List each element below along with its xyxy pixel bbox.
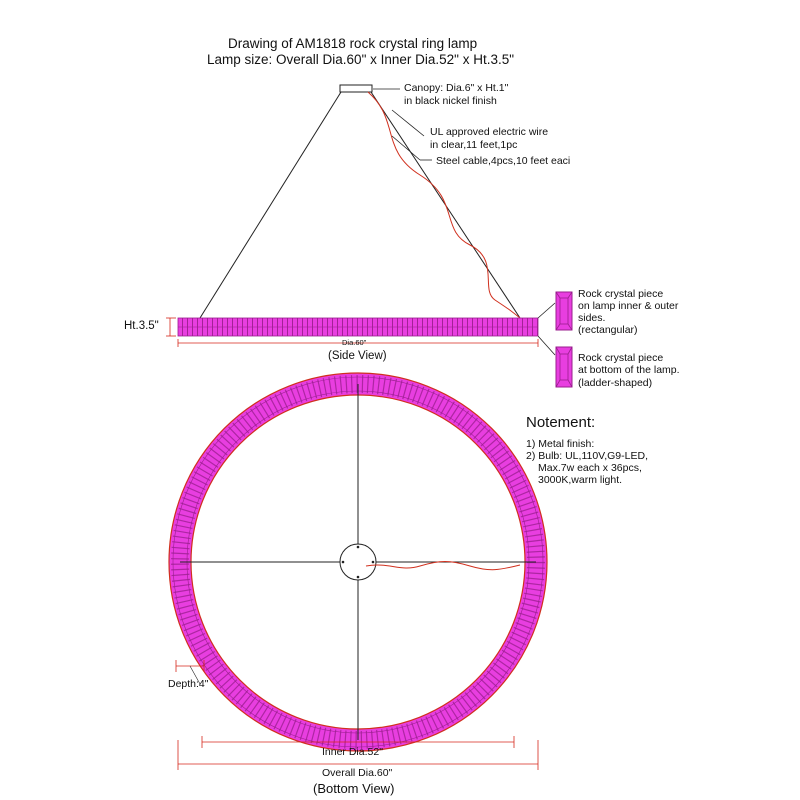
crystal-rect-label-3: sides.: [578, 312, 606, 324]
height-label: Ht.3.5": [124, 320, 159, 332]
side-view-caption: (Side View): [328, 350, 387, 362]
crystal-rect-leader: [538, 303, 555, 318]
crystal-rect-label-2: on lamp inner & outer: [578, 300, 679, 312]
canopy-label-2: in black nickel finish: [404, 95, 497, 107]
canopy: [340, 85, 372, 92]
bottom-view-caption: (Bottom View): [313, 781, 395, 796]
title-line-2: Lamp size: Overall Dia.60" x Inner Dia.52" x Ht.3.5": [207, 52, 515, 67]
note-item-2-line-3: 3000K,warm light.: [538, 474, 623, 486]
bottom-canopy: [340, 544, 376, 580]
note-item-2-line-2: Max.7w each x 36pcs,: [538, 462, 642, 474]
title-line-1: Drawing of AM1818 rock crystal ring lamp: [228, 36, 478, 51]
rectangular-crystal-icon: [556, 292, 572, 330]
crystal-rect-label-4: (rectangular): [578, 324, 638, 336]
bottom-wire: [366, 562, 520, 570]
note-item-1: 1) Metal finish:: [526, 438, 595, 450]
crystal-ladder-leader: [538, 336, 555, 355]
crystal-ladder-label-3: (ladder-shaped): [578, 377, 653, 389]
depth-label: Depth:4": [168, 678, 209, 690]
ladder-crystal-icon: [556, 347, 572, 387]
steel-cable-left: [200, 92, 341, 318]
wire-label-1: UL approved electric wire: [430, 126, 549, 138]
wire-label-2: in clear,11 feet,1pc: [430, 139, 518, 151]
canopy-label-1: Canopy: Dia.6" x Ht.1": [404, 82, 509, 94]
crystal-rect-label-1: Rock crystal piece: [578, 288, 664, 300]
wire-leader: [392, 110, 424, 136]
cable-label: Steel cable,4pcs,10 feet eaci: [436, 155, 571, 167]
inner-dia-label: Inner Dia.52": [322, 746, 383, 758]
crystal-ladder-label-1: Rock crystal piece: [578, 352, 664, 364]
overall-dia-label: Overall Dia.60": [322, 767, 393, 779]
crystal-ladder-label-2: at bottom of the lamp.: [578, 364, 680, 376]
note-item-2-line-1: 2) Bulb: UL,110V,G9-LED,: [526, 450, 648, 462]
notes-heading: Notement:: [526, 414, 596, 431]
side-dia-label: Dia.60": [342, 338, 367, 347]
